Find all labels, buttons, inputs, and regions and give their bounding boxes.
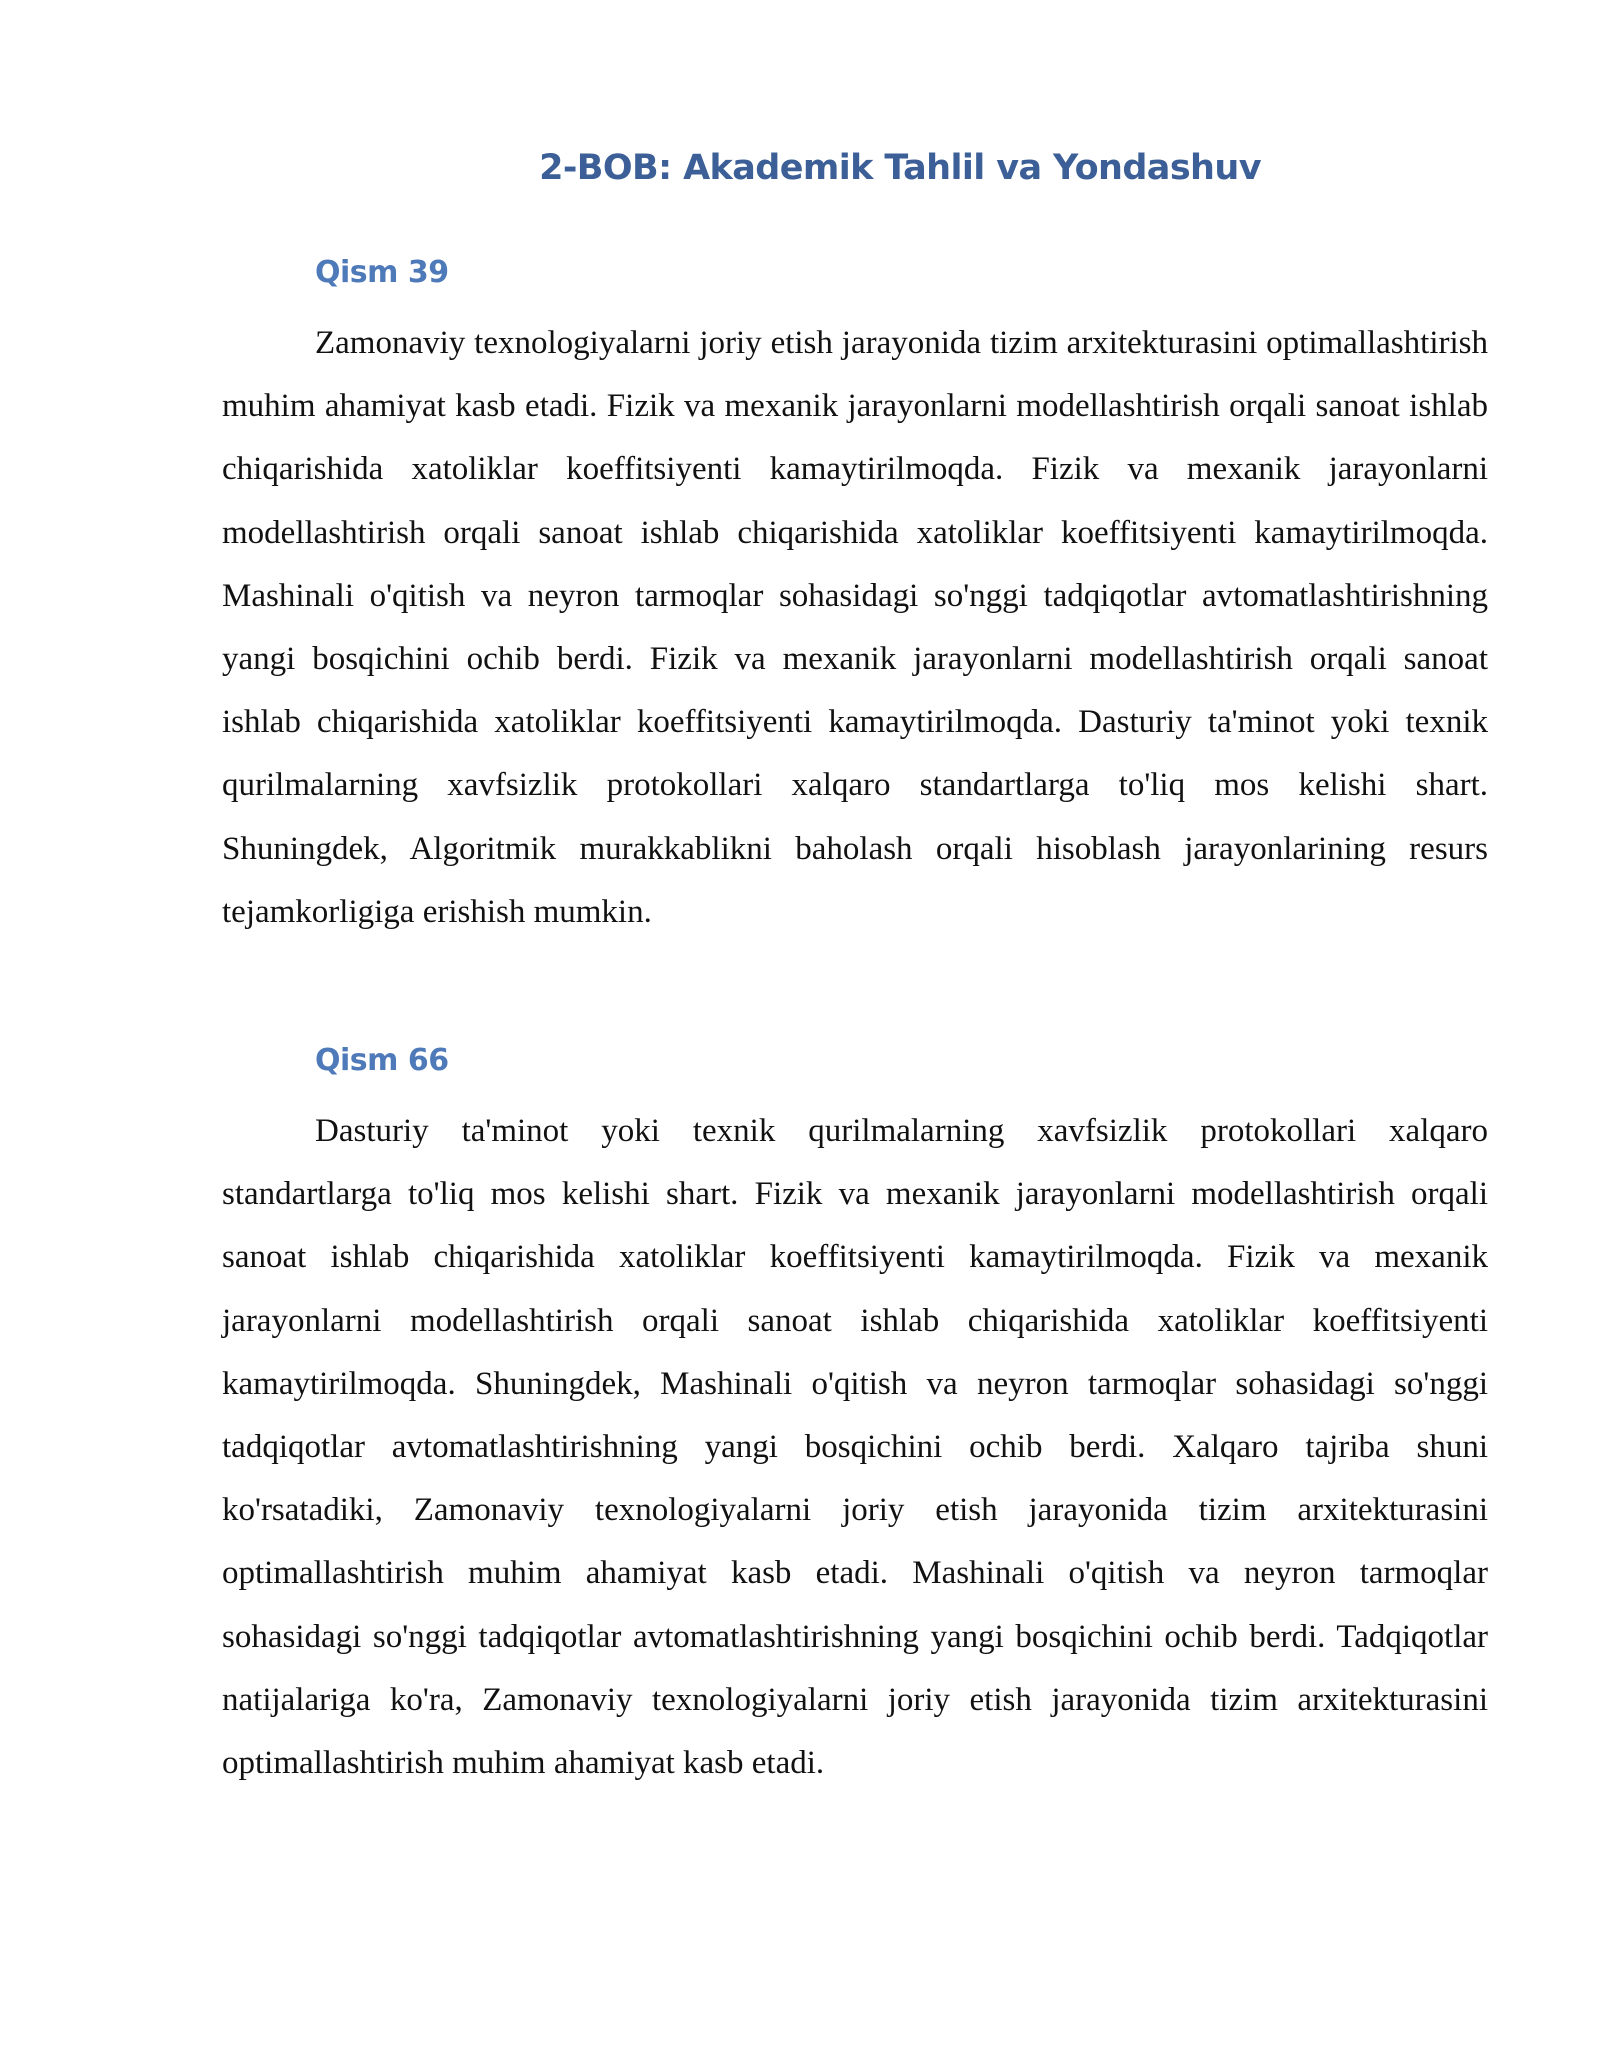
section-paragraph: Zamonaviy texnologiyalarni joriy etish jarayonida tizim arxitekturasini optimallashtirish muhim ahamiyat kasb etadi. Fizik va mexanik jarayonlarni modellashtirish orqali sanoat ishlab chiqarishida xatoliklar koeffitsiyenti kamaytirilmoqda. Fizik va mexanik jarayonlarni modellashtirish orqali sanoat ishlab chiqarishida xatoliklar koeffitsiyenti kamaytirilmoqda. Mashinali o'qitish va neyron tarmoqlar sohasidagi so'nggi tadqiqotlar avtomatlashtirishning yangi bosqichini ochib berdi. Fizik va mexanik jarayonlarni modellashtirish orqali sanoat ishlab chiqarishida xatoliklar koeffitsiyenti kamaytirilmoqda. Dasturiy ta'minot yoki texnik qurilmalarning xavfsizlik protokollari xalqaro standartlarga to'liq mos kelishi shart. Shuningdek, Algoritmik murakkablikni baholash orqali hisoblash jarayonlarining resurs tejamkorligiga erishish mumkin.: [222, 325, 1488, 930]
section-qism-66: [222, 1040, 1488, 1795]
section-qism-39: [222, 252, 1488, 944]
section-heading: Qism 66: [315, 1043, 449, 1078]
chapter-title: 2-BOB: Akademik Tahlil va Yondashuv: [539, 148, 1261, 188]
section-heading: Qism 39: [315, 255, 449, 290]
section-paragraph: Dasturiy ta'minot yoki texnik qurilmalarning xavfsizlik protokollari xalqaro standartlarga to'liq mos kelishi shart. Fizik va mexanik jarayonlarni modellashtirish orqali sanoat ishlab chiqarishida xatoliklar koeffitsiyenti kamaytirilmoqda. Fizik va mexanik jarayonlarni modellashtirish orqali sanoat ishlab chiqarishida xatoliklar koeffitsiyenti kamaytirilmoqda. Shuningdek, Mashinali o'qitish va neyron tarmoqlar sohasidagi so'nggi tadqiqotlar avtomatlashtirishning yangi bosqichini ochib berdi. Xalqaro tajriba shuni ko'rsatadiki, Zamonaviy texnologiyalarni joriy etish jarayonida tizim arxitekturasini optimallashtirish muhim ahamiyat kasb etadi. Mashinali o'qitish va neyron tarmoqlar sohasidagi so'nggi tadqiqotlar avtomatlashtirishning yangi bosqichini ochib berdi. Tadqiqotlar natijalariga ko'ra, Zamonaviy texnologiyalarni joriy etish jarayonida tizim arxitekturasini optimallashtirish muhim ahamiyat kasb etadi.: [222, 1113, 1488, 1782]
